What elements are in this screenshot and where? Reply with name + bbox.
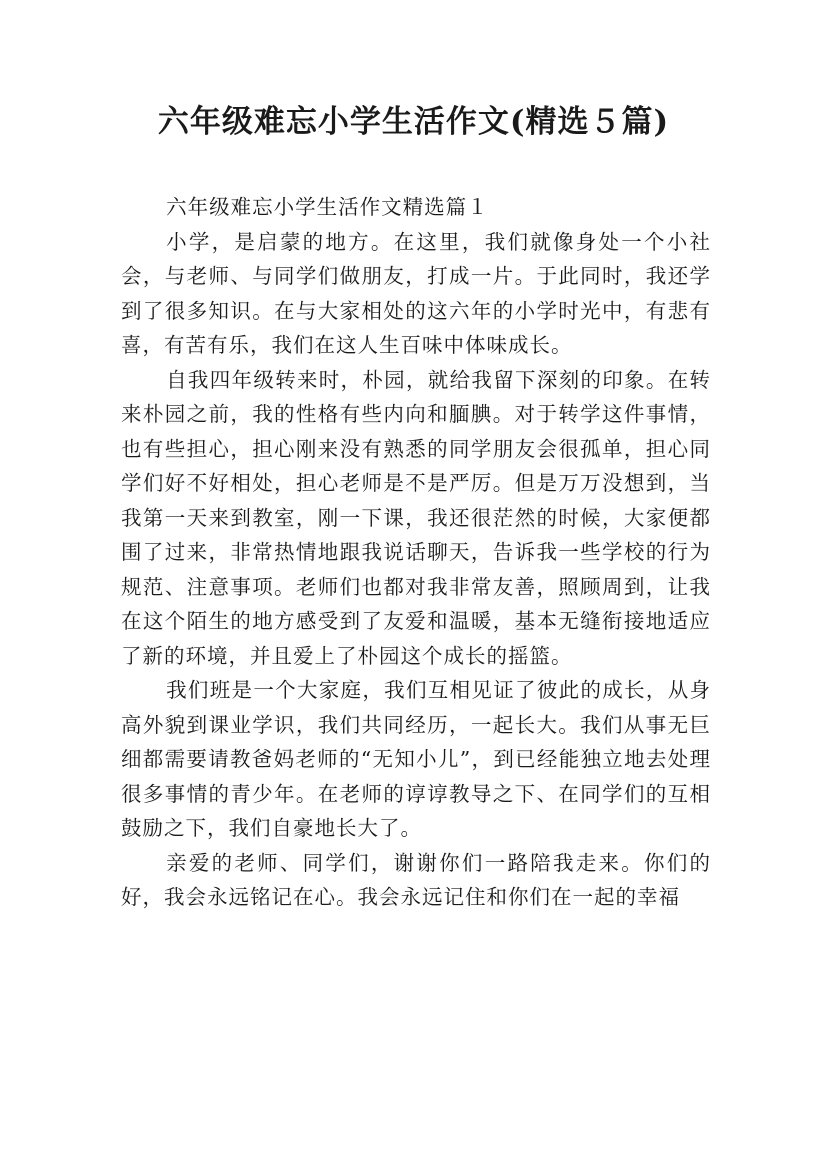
paragraph-1: 小学，是启蒙的地方。在这里，我们就像身处一个小社会，与老师、与同学们做朋友，打成一片。于此同时，我还学到了很多知识。在与大家相处的这六年的小学时光中，有悲有喜，有苦有乐，我们在这人生百味中体味成长。 (121, 229, 711, 357)
paragraph-4: 亲爱的老师、同学们，谢谢你们一路陪我走来。你们的好，我会永远铭记在心。我会永远记住和你们在一起的幸福 (121, 850, 711, 909)
section-heading: 六年级难忘小学生活作文精选篇１ (166, 195, 489, 219)
document-title: 六年级难忘小学生活作文(精选５篇) (157, 104, 670, 140)
document-body (121, 190, 711, 915)
paragraph-2: 自我四年级转来时，朴园，就给我留下深刻的印象。在转来朴园之前，我的性格有些内向和腼腆。对于转学这件事情，也有些担心，担心刚来没有熟悉的同学朋友会很孤单，担心同学们好不好相处，担心老师是不是严厉。但是万万没想到，当我第一天来到教室，刚一下课，我还很茫然的时候，大家便都围了过来，非常热情地跟我说话聊天，告诉我一些学校的行为规范、注意事项。老师们也都对我非常友善，照顾周到，让我在这个陌生的地方感受到了友爱和温暖，基本无缝衔接地适应了新的环境，并且爱上了朴园这个成长的摇篮。 (121, 367, 711, 668)
paragraph-3: 我们班是一个大家庭，我们互相见证了彼此的成长，从身高外貌到课业学识，我们共同经历，一起长大。我们从事无巨细都需要请教爸妈老师的“无知小儿”，到已经能独立地去处理很多事情的青少年。在老师的谆谆教导之下、在同学们的互相鼓励之下，我们自豪地长大了。 (121, 678, 711, 840)
